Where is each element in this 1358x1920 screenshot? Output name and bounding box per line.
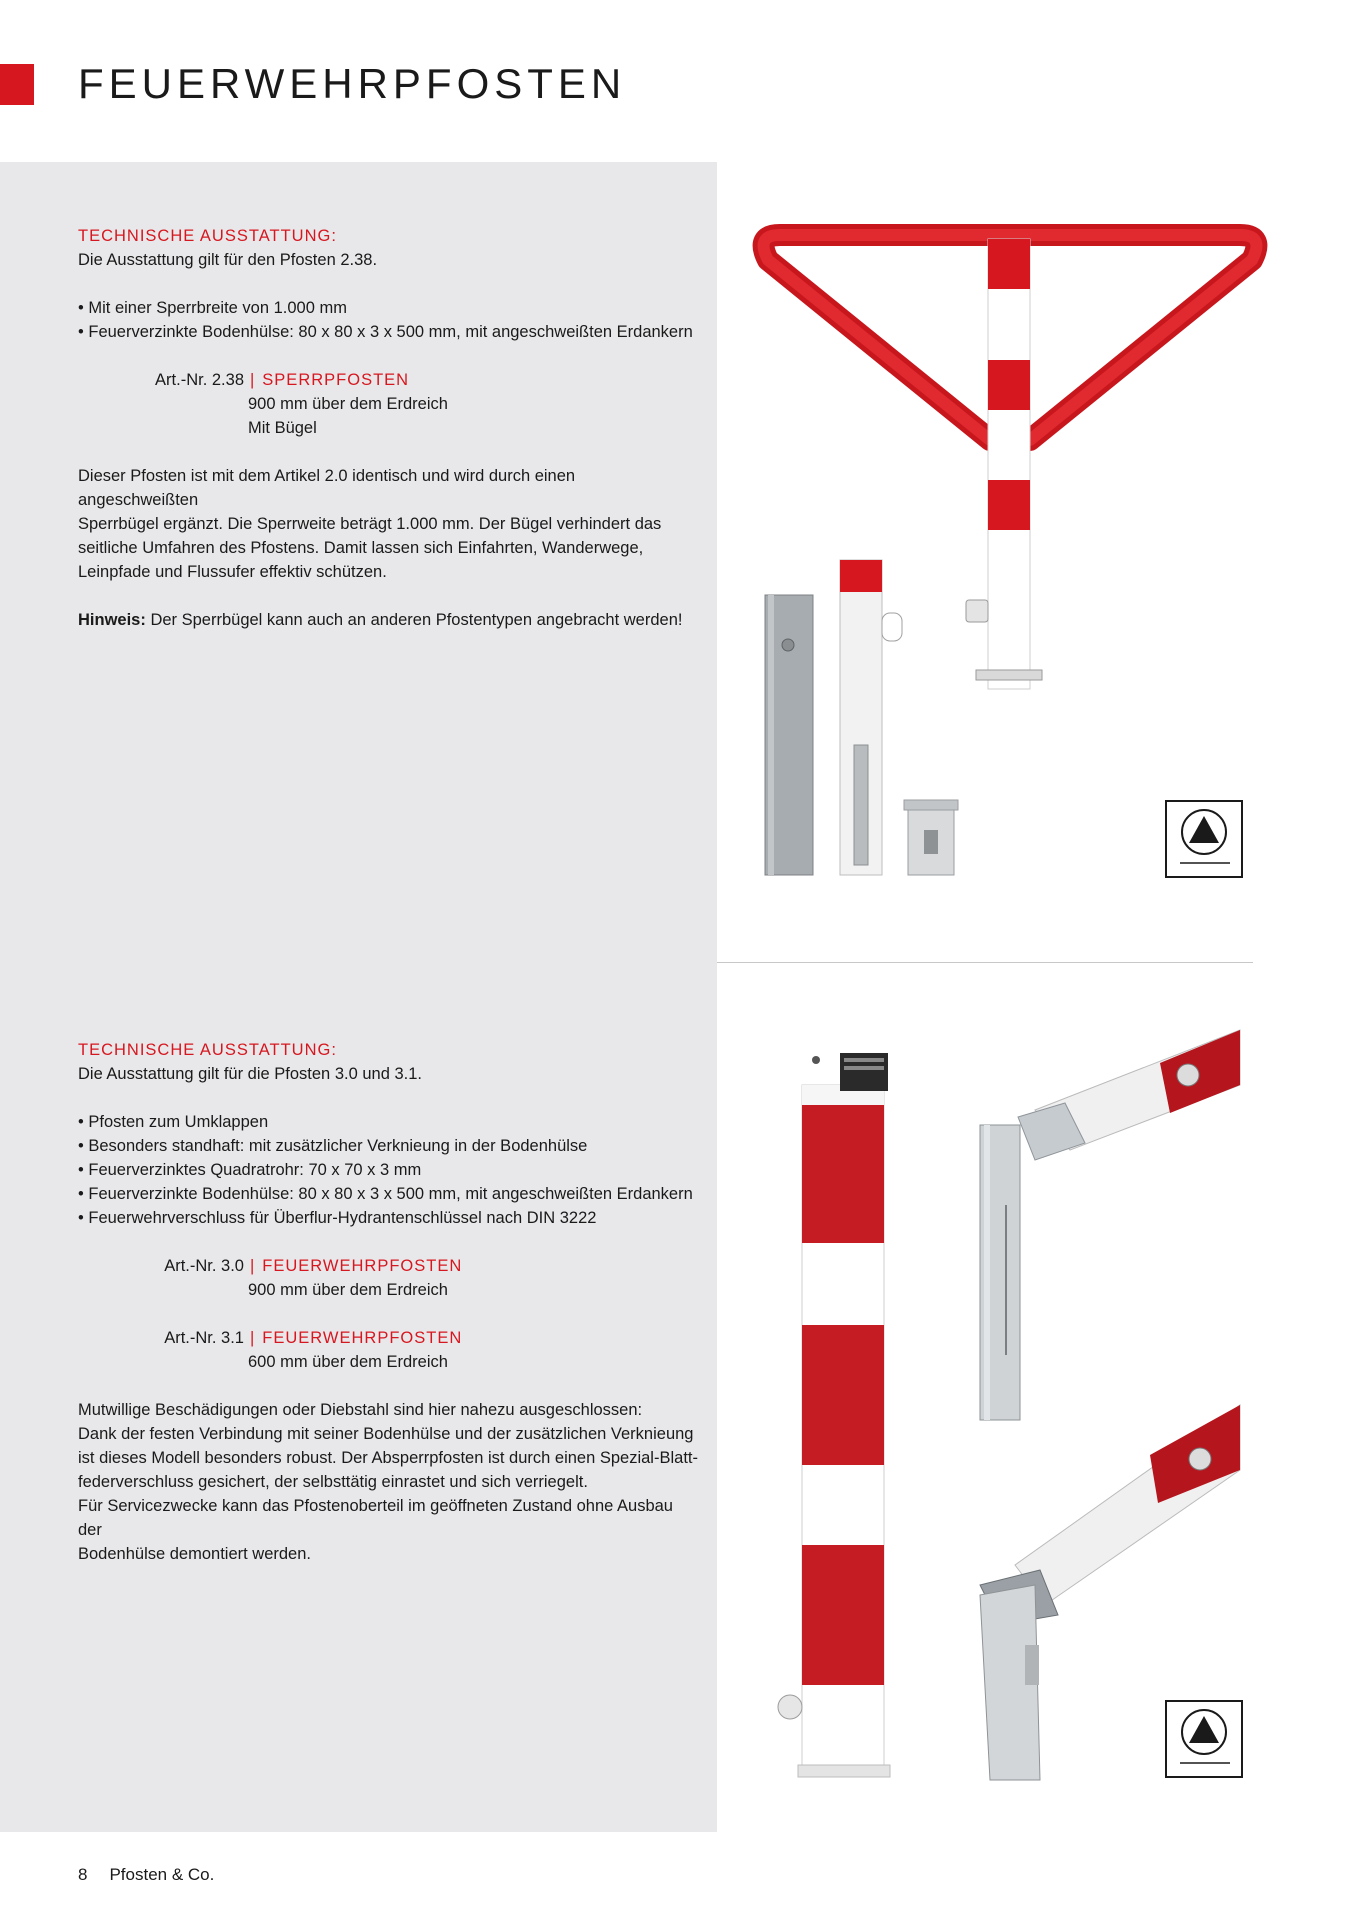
article-separator: | <box>250 1257 255 1275</box>
section-sperrpfosten <box>78 224 698 632</box>
section-divider <box>717 962 1253 963</box>
section-intro: Die Ausstattung gilt für den Pfosten 2.38. <box>78 251 378 269</box>
list-item: • Feuerverzinkte Bodenhülse: 80 x 80 x 3 x 500 mm, mit angeschweißten Erdankern <box>78 1182 698 1206</box>
article-title: FEUERWEHRPFOSTEN <box>262 1257 463 1275</box>
section-intro: Die Ausstattung gilt für die Pfosten 3.0 und 3.1. <box>78 1065 422 1083</box>
description-line: Dieser Pfosten ist mit dem Artikel 2.0 identisch und wird durch einen angeschweißten <box>78 467 576 509</box>
list-item: • Feuerverzinkte Bodenhülse: 80 x 80 x 3 x 500 mm, mit angeschweißten Erdankern <box>78 320 698 344</box>
article-detail: 900 mm über dem Erdreich <box>248 395 448 413</box>
description-line: Leinpfade und Flussufer effektiv schützen. <box>78 563 387 581</box>
article-number: Art.-Nr. 3.1 <box>164 1329 244 1347</box>
note <box>78 608 698 632</box>
description-line: Für Servicezwecke kann das Pfostenoberteil im geöffneten Zustand ohne Ausbau der <box>78 1497 673 1539</box>
article-detail: Mit Bügel <box>248 419 317 437</box>
article-title: FEUERWEHRPFOSTEN <box>262 1329 463 1347</box>
page-footer <box>78 1865 214 1885</box>
article-entry <box>78 1326 698 1350</box>
description-line: Mutwillige Beschädigungen oder Diebstahl sind hier nahezu ausgeschlossen: <box>78 1401 643 1419</box>
article-detail: 600 mm über dem Erdreich <box>248 1353 448 1371</box>
article-title: SPERRPFOSTEN <box>262 371 410 389</box>
section-feuerwehrpfosten <box>78 1038 698 1566</box>
page-number: 8 <box>78 1865 88 1884</box>
article-entry <box>78 1254 698 1278</box>
section-heading: TECHNISCHE AUSSTATTUNG: <box>78 227 337 245</box>
page-title: FEUERWEHRPFOSTEN <box>78 60 627 107</box>
sperrpfosten-illustration <box>740 215 1280 905</box>
article-detail: 900 mm über dem Erdreich <box>248 1281 448 1299</box>
note-label: Hinweis: <box>78 611 146 629</box>
article-separator: | <box>250 1329 255 1347</box>
list-item: • Mit einer Sperrbreite von 1.000 mm <box>78 296 698 320</box>
footer-label: Pfosten & Co. <box>109 1865 215 1884</box>
warning-triangle-icon <box>1166 801 1242 877</box>
description-line: federverschluss gesichert, der selbsttätig einrastet und sich verriegelt. <box>78 1473 588 1491</box>
list-item: • Besonders standhaft: mit zusätzlicher Verknieung in der Bodenhülse <box>78 1134 698 1158</box>
description-line: ist dieses Modell besonders robust. Der Absperrpfosten ist durch einen Spezial-Blatt- <box>78 1449 698 1467</box>
note-text: Der Sperrbügel kann auch an anderen Pfostentypen angebracht werden! <box>145 611 683 629</box>
warning-triangle-icon <box>1166 1701 1242 1777</box>
list-item: • Feuerverzinktes Quadratrohr: 70 x 70 x 3 mm <box>78 1158 698 1182</box>
feature-list <box>78 1110 698 1230</box>
description-line: Sperrbügel ergänzt. Die Sperrweite beträgt 1.000 mm. Der Bügel verhindert das <box>78 515 662 533</box>
article-number: Art.-Nr. 2.38 <box>155 371 244 389</box>
list-item: • Pfosten zum Umklappen <box>78 1110 698 1134</box>
header-accent-square <box>0 64 34 105</box>
article-separator: | <box>250 371 255 389</box>
article-entry <box>78 368 698 392</box>
description-line: Dank der festen Verbindung mit seiner Bodenhülse und der zusätzlichen Verknieung <box>78 1425 694 1443</box>
description-line: Bodenhülse demontiert werden. <box>78 1545 311 1563</box>
feuerwehrpfosten-illustration <box>740 1025 1280 1795</box>
description-line: seitliche Umfahren des Pfostens. Damit lassen sich Einfahrten, Wanderwege, <box>78 539 644 557</box>
feature-list <box>78 296 698 344</box>
article-number: Art.-Nr. 3.0 <box>164 1257 244 1275</box>
list-item: • Feuerwehrverschluss für Überflur-Hydrantenschlüssel nach DIN 3222 <box>78 1206 698 1230</box>
section-heading: TECHNISCHE AUSSTATTUNG: <box>78 1041 337 1059</box>
